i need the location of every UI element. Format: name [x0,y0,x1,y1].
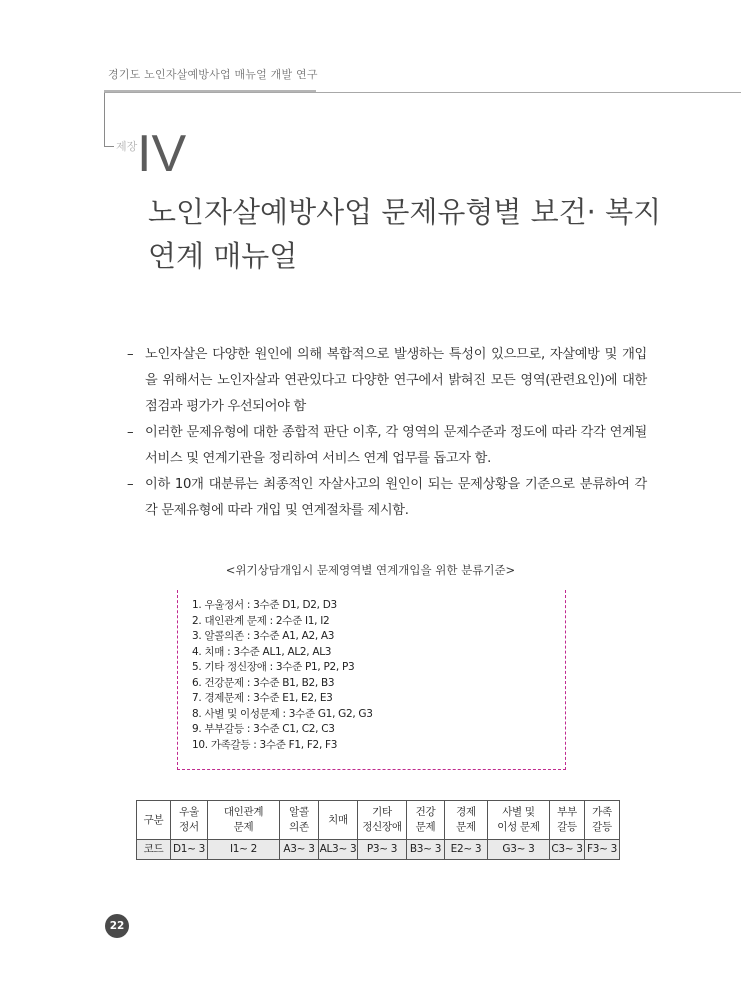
criteria-item: 10. 가족갈등 : 3수준 F1, F2, F3 [192,738,338,751]
code-table-code-row [137,840,620,860]
bullet-list [127,342,647,524]
header-cell-line2: 정서 [179,821,199,833]
code-cell: B3~ 3 [407,840,445,860]
code-cell: I1~ 2 [208,840,280,860]
header-cell-line1: 알콜 [289,806,309,818]
bullet-text: 노인자살은 다양한 원인에 의해 복합적으로 발생하는 특성이 있으므로, 자살예방 및 개입을 위해서는 노인자살과 연관있다고 다양한 연구에서 밝혀진 모든 영역(관련요인)에 대한 점검과 평가가 우선되어야 함 [145,347,647,414]
header-cell-line1: 기타 [372,806,392,818]
header-cell-line1: 대인관계 [223,806,264,818]
header-cell-line2: 의존 [289,821,309,833]
header-cell [358,801,407,840]
code-cell: E2~ 3 [445,840,488,860]
bullet-text: 이하 10개 대분류는 최종적인 자살사고의 원인이 되는 문제상황을 기준으로 분류하여 각각 문제유형에 따라 개입 및 연계절차를 제시함. [145,477,647,518]
header-cell [171,801,208,840]
criteria-item: 1. 우울정서 : 3수준 D1, D2, D3 [192,599,337,611]
header-cell [280,801,319,840]
code-table-header-row [137,801,620,840]
header-cell [407,801,445,840]
header-cell [208,801,280,840]
code-cell: A3~ 3 [280,840,319,860]
criteria-item: 8. 사별 및 이성문제 : 3수준 G1, G2, G3 [192,707,373,720]
code-cell: G3~ 3 [488,840,550,860]
criteria-item: 2. 대인관계 문제 : 2수준 I1, I2 [192,614,330,627]
header-cell [319,801,358,840]
header-cell-line2: 이성 문제 [497,821,540,833]
bullet-dash: – [127,347,134,362]
bullet-text: 이러한 문제유형에 대한 종합적 판단 이후, 각 영역의 문제수준과 정도에 따라 각각 연계될 서비스 및 연계기관을 정리하여 서비스 연계 업무를 돕고자 함. [145,425,647,466]
page-number-badge: 22 [105,914,129,938]
header-cell-line2: 갈등 [557,821,577,833]
header-cell-line1: 우울 [179,806,199,818]
chapter-bracket-vertical [104,93,105,147]
criteria-item: 4. 치매 : 3수준 AL1, AL2, AL3 [192,645,332,658]
code-cell: F3~ 3 [585,840,620,860]
criteria-list [192,598,373,753]
criteria-caption: <위기상담개입시 문제영역별 연계개입을 위한 분류기준> [225,563,516,577]
chapter-title [148,190,668,278]
criteria-item: 5. 기타 정신장애 : 3수준 P1, P2, P3 [192,661,355,673]
header-cell-line1: 가족 [592,806,612,818]
chapter-bracket-horizontal [104,146,114,147]
header-cell-line1: 사별 및 [502,806,535,818]
code-table [136,800,620,860]
criteria-item: 7. 경제문제 : 3수준 E1, E2, E3 [192,692,333,704]
header-cell [445,801,488,840]
header-cell-line1: 경제 [456,806,476,818]
bullet-dash: – [127,425,134,440]
header-rule [104,92,741,93]
header-cell-line2: 정신장애 [362,821,402,833]
header-cell-line1: 부부 [557,806,577,818]
chapter-title-line1: 노인자살예방사업 문제유형별 보건· 복지 [148,195,662,229]
bullet-item [127,472,647,524]
header-cell-line1: 치매 [328,813,348,826]
chapter-number: IV [137,125,187,183]
criteria-item: 6. 건강문제 : 3수준 B1, B2, B3 [192,676,335,689]
running-header: 경기도 노인자살예방사업 매뉴얼 개발 연구 [108,68,318,81]
code-cell: P3~ 3 [358,840,407,860]
criteria-item: 9. 부부갈등 : 3수준 C1, C2, C3 [192,723,335,735]
chapter-title-line2: 연계 매뉴얼 [148,239,298,273]
header-cell [550,801,585,840]
header-cell-line2: 문제 [415,821,436,833]
chapter-label: 제장 [116,140,138,153]
header-cell [488,801,550,840]
header-cell [585,801,620,840]
code-cell: 코드 [137,840,171,860]
header-cell-line1: 구분 [143,813,164,826]
bullet-item [127,342,647,420]
header-cell-line1: 건강 [415,806,436,818]
code-cell: D1~ 3 [171,840,208,860]
bullet-dash: – [127,477,134,492]
header-cell [137,801,171,840]
bullet-item [127,420,647,472]
header-cell-line2: 문제 [233,821,254,833]
header-cell-line2: 갈등 [592,821,612,833]
criteria-item: 3. 알콜의존 : 3수준 A1, A2, A3 [192,630,335,642]
code-cell: AL3~ 3 [319,840,358,860]
header-cell-line2: 문제 [456,821,476,833]
code-cell: C3~ 3 [550,840,585,860]
